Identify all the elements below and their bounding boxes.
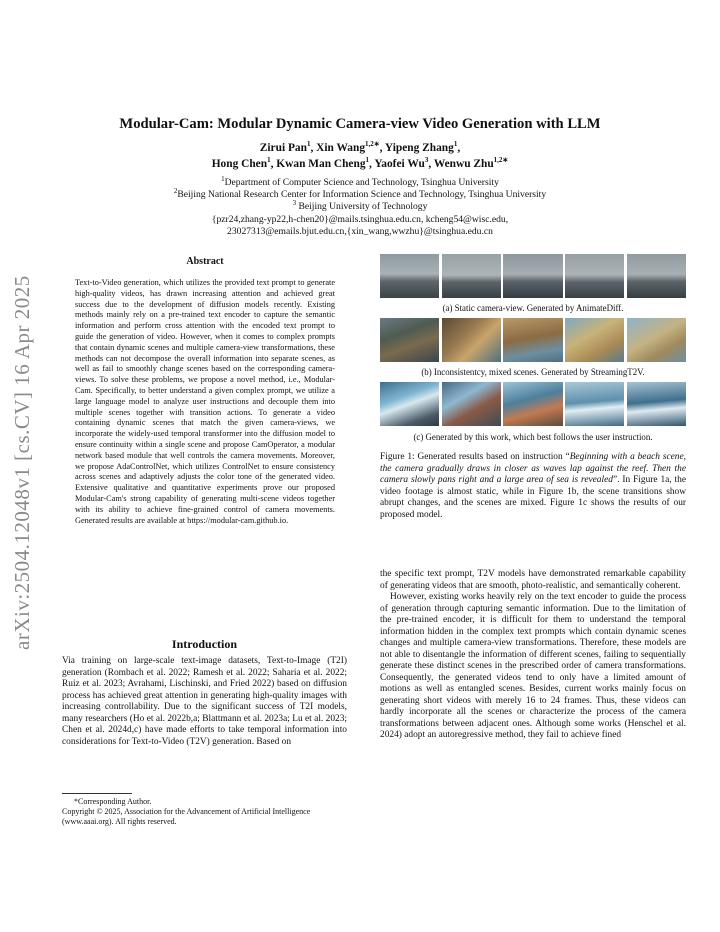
- video-frame-image: [380, 382, 439, 426]
- author-name: Xin Wang: [316, 142, 366, 154]
- video-frame-image: [627, 318, 686, 362]
- affiliation-text: Beijing National Research Center for Information Science and Technology, Tsinghua University: [177, 189, 547, 200]
- figure-row-b: [380, 318, 686, 362]
- video-frame-image: [442, 254, 501, 298]
- email-line: {pzr24,zhang-yp22,h-chen20}@mails.tsinghua.edu.cn, kcheng54@wisc.edu,: [211, 214, 509, 225]
- video-frame-image: [627, 254, 686, 298]
- introduction-heading: Introduction: [171, 637, 238, 651]
- paragraph: However, existing works heavily rely on the text encoder to guide the process of generation through capturing semantic information. Due to the limitation of the pre-trained encoder, it is difficult for them to understand the temporal information hidden in the complex text prompts which contain dynamic scenes changes and multiple camera-view transformations. Therefore, these models are not able to disentangle the information of different scenes, failing to sequentially generate these distinct scenes in the prescribed order of camera transformations. Consequently, the generated videos tend to only have a limited amount of motions as well as entangled scenes. Besides, current works mainly focus on generating short videos with merely 16 to 24 frames. Thus, these videos can hardly incorporate all the scenes or characterize the process of the camera transformations between adjacent ones. Although some works (Henschel et al. 2024) adopt an autoregressive method, they fail to achieve fined: [380, 592, 686, 740]
- caption-instruction: Beginning with a beach scene, the camera gradually draws in closer as waves lap against the reef. Then the camera slowly pans right and a large area of sea is revealed: [380, 452, 686, 486]
- caption-rest: ”. In Figure 1a, the video footage is almost static, while in Figure 1b, the scene transitions show abrupt changes, and the scenes are mixed. Figure 1c shows the results of our proposed model.: [380, 475, 687, 520]
- figure-row-c: [380, 382, 686, 426]
- video-frame-image: [442, 318, 501, 362]
- affiliation-sup: 1: [221, 174, 225, 183]
- author-name: Yipeng Zhang: [384, 142, 454, 154]
- author-name: Wenwu Zhu: [433, 158, 494, 170]
- email-line: 23027313@emails.bjut.edu.cn,{xin_wang,wwzhu}@tsinghua.edu.cn: [227, 226, 493, 237]
- footnote-copyright: Copyright © 2025, Association for the Advancement of Artificial Intelligence (www.aaai.org). All rights reserved.: [62, 807, 311, 826]
- video-frame-image: [565, 318, 624, 362]
- video-frame-image: [503, 318, 562, 362]
- video-frame-image: [442, 382, 501, 426]
- figure-row-a: [380, 254, 686, 298]
- video-frame-image: [503, 382, 562, 426]
- affiliation-sup: 2: [173, 186, 178, 195]
- author-name: Zirui Pan: [259, 142, 307, 154]
- affiliation-sup: 3: [292, 198, 297, 207]
- author-separator: ,: [457, 142, 461, 154]
- column-2-body: [380, 569, 686, 742]
- abstract-heading: Abstract: [186, 256, 224, 267]
- authors-line-1: [0, 142, 720, 154]
- paper-title: Modular-Cam: Modular Dynamic Camera-view Video Generation with LLM: [119, 116, 601, 132]
- paragraph: the specific text prompt, T2V models have demonstrated remarkable capability of generating videos that are smooth, photo-realistic, and semantically coherent.: [380, 569, 686, 591]
- author-affil-sup: 1: [306, 140, 311, 149]
- introduction-text: Via training on large-scale text-image datasets, Text-to-Image (T2I) generation (Rombach et al. 2022; Ramesh et al. 2022; Saharia et al. 2022; Ruiz et al. 2023; Avrahami, Lischinski, and Fried 2022) based on diffusion process has achieved great attention in generating high-quality images with increasing controllability. Due to the significant success of T2I models, many researchers (Ho et al. 2022b,a; Blattmann et al. 2023a; Lu et al. 2023; Chen et al. 2024d,c) have made efforts to take temporal information into considerations for Text-to-Video (T2V) generation. Based on: [62, 656, 347, 747]
- affiliation-text: Beijing University of Technology: [296, 201, 428, 212]
- author-name: Yaofei Wu: [374, 158, 425, 170]
- affiliation: [0, 174, 720, 189]
- author-affil-sup: 1,2∗: [365, 140, 380, 149]
- author-separator: ,: [428, 158, 434, 170]
- author-separator: ,: [369, 158, 375, 170]
- figure-caption-c: (c) Generated by this work, which best follows the user instruction.: [413, 432, 653, 442]
- arxiv-stamp: arXiv:2504.12048v1 [cs.CV] 16 Apr 2025: [10, 275, 34, 650]
- figure-caption-a: (a) Static camera-view. Generated by AnimateDiff.: [442, 303, 624, 313]
- affiliation-text: Department of Computer Science and Technology, Tsinghua University: [224, 177, 499, 188]
- author-separator: ,: [310, 142, 317, 154]
- figure-1-caption: [380, 452, 686, 522]
- author-name: Kwan Man Cheng: [276, 158, 366, 170]
- author-affil-sup: 1,2∗: [493, 156, 509, 165]
- abstract-text: Text-to-Video generation, which utilizes the provided text prompt to generate high-quality videos, has drawn increasing attention and achieved great success due to the development of diffusion models recently. Existing methods mainly rely on a pre-trained text encoder to capture the semantic information and perform cross attention with the encoded text prompt to guide the generation of video. However, when it comes to complex prompts that contain dynamic scenes and multiple camera-view transformations, these methods can not decompose the overall information into separate scenes, as well as fail to smoothly change scenes based on the corresponding camera-views. To solve these problems, we propose a novel method, i.e., Modular-Cam. Specifically, to better understand a given complex prompt, we utilize a large language model to analyze user instructions and decouple them into multiple scenes together with transition actions. To generate a video containing dynamic scenes that match the given camera-views, we incorporate the widely-used temporal transformer into the diffusion model to ensure continuity within a single scene and propose CamOperator, a modular network based module that well controls the camera movements. Moreover, we propose AdaControlNet, which utilizes ControlNet to ensure consistency across scenes and adaptively adjusts the color tone of the generated video. Extensive qualitative and quantitative experiments prove our proposed Modular-Cam's strong capability of generating multi-scene videos together with its ability to achieve fine-grained control of camera movements. Generated results are available at https://modular-cam.github.io.: [75, 278, 335, 525]
- video-frame-image: [380, 318, 439, 362]
- video-frame-image: [503, 254, 562, 298]
- caption-label: Figure 1: Generated results based on instruction “: [380, 452, 570, 462]
- video-frame-image: [565, 382, 624, 426]
- video-frame-image: [627, 382, 686, 426]
- video-frame-image: [565, 254, 624, 298]
- author-separator: ,: [379, 142, 385, 154]
- footnotes: [62, 797, 347, 827]
- authors-line-2: [0, 158, 720, 170]
- affiliation: [0, 198, 720, 213]
- author-affil-sup: 1: [453, 140, 458, 149]
- affiliation: [0, 186, 720, 201]
- author-name: Hong Chen: [211, 158, 268, 170]
- author-separator: ,: [270, 158, 277, 170]
- footnote-corresponding: *Corresponding Author.: [74, 797, 152, 806]
- author-affil-sup: 1: [365, 156, 370, 165]
- video-frame-image: [380, 254, 439, 298]
- footnote-rule: [62, 793, 132, 794]
- author-affil-sup: 3: [424, 156, 429, 165]
- author-affil-sup: 1: [267, 156, 271, 165]
- figure-caption-b: (b) Inconsistentcy, mixed scenes. Generated by StreamingT2V.: [421, 367, 645, 377]
